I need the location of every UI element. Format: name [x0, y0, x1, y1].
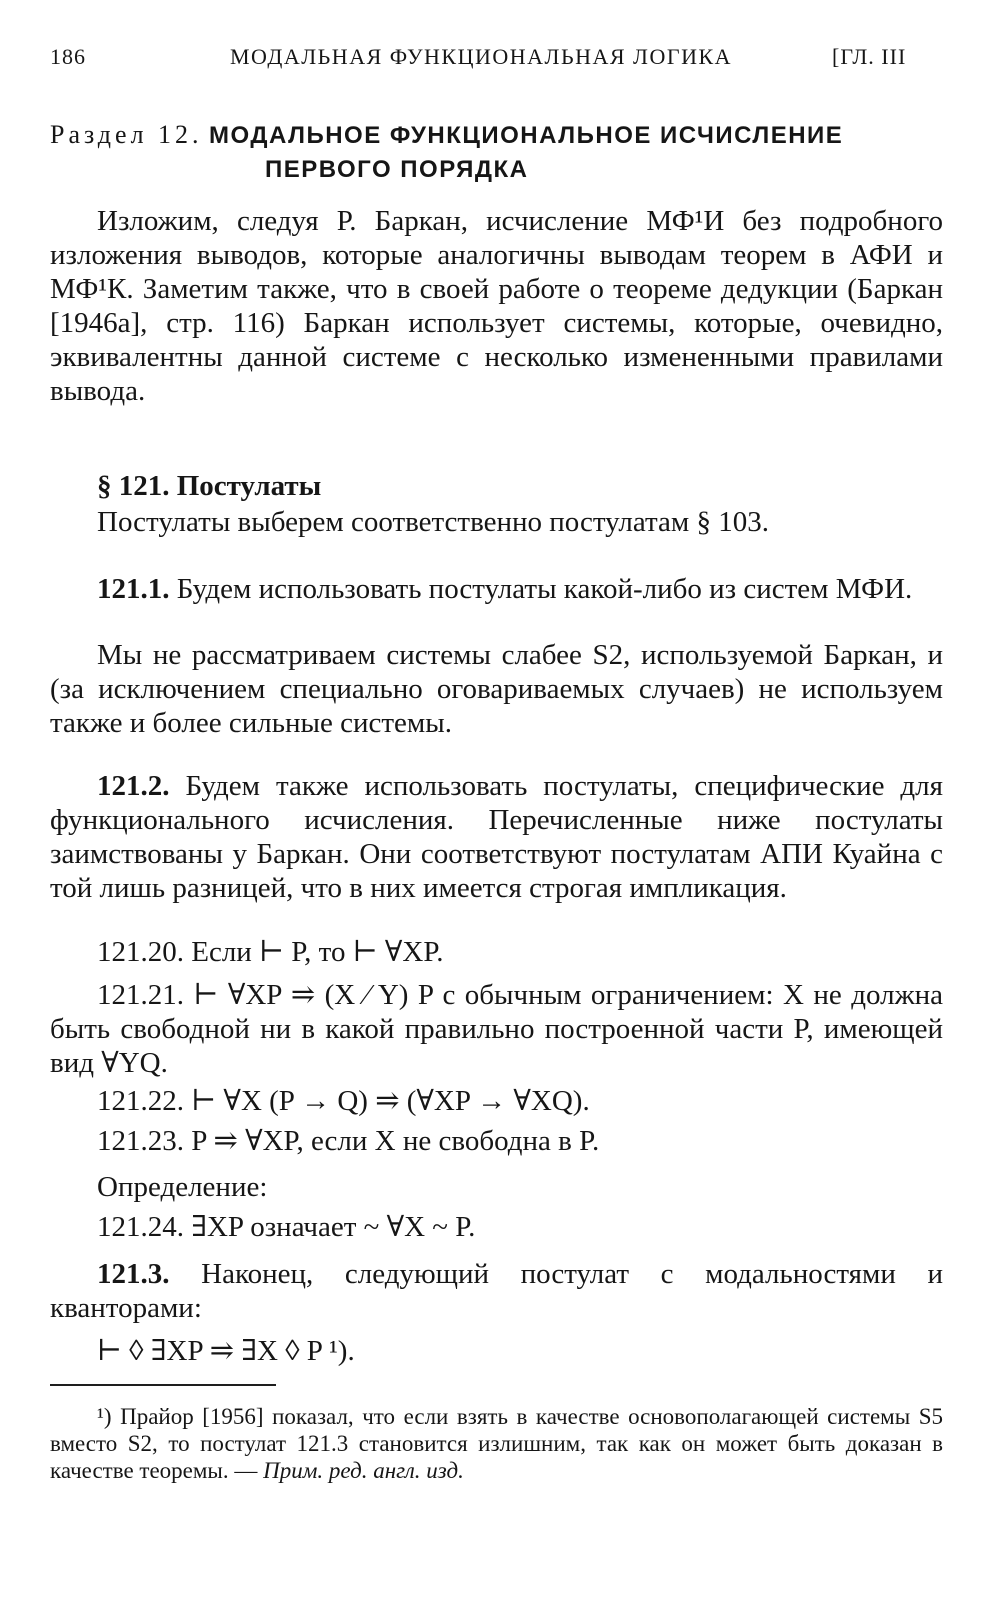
- running-title: МОДАЛЬНАЯ ФУНКЦИОНАЛЬНАЯ ЛОГИКА: [230, 44, 733, 69]
- page-number: 186: [50, 44, 86, 69]
- footnote-editor-note: Прим. ред. англ. изд.: [263, 1458, 464, 1483]
- section-title-line2: ПЕРВОГО ПОРЯДКА: [265, 156, 529, 183]
- modal-quantifier-formula: ⊢ ◊ ∃XP ⥤ ∃X ◊ P ¹).: [97, 1335, 355, 1367]
- postulate-121-2-number: 121.2.: [97, 770, 170, 802]
- definition-label: Определение:: [97, 1171, 268, 1203]
- section-heading: [50, 118, 950, 187]
- paragraph-heading: § 121. Постулаты: [97, 470, 322, 502]
- formula-121-22: 121.22. ⊢ ∀X (P → Q) ⥤ (∀XP → ∀XQ).: [97, 1085, 590, 1117]
- formula-121-21: [50, 978, 943, 1080]
- postulate-121-1-number: 121.1.: [97, 573, 170, 605]
- postulate-121-3: [50, 1257, 943, 1325]
- formula-121-20: 121.20. Если ⊢ P, то ⊢ ∀XP.: [97, 936, 444, 968]
- formula-121-23: 121.23. P ⥤ ∀XP, если X не свободна в P.: [97, 1125, 600, 1157]
- postulate-121-3-number: 121.3.: [97, 1258, 170, 1290]
- intro-paragraph: Изложим, следуя Р. Баркан, исчисление МФ¹И без подробного изложения выводов, которые аналогичны выводам теорем в АФИ и МФ¹К. Заметим также, что в своей работе о теореме дедукции (Баркан [1946а], стр. 116) Баркан использует системы, которые, очевидно, эквивалентны данной системе с несколько измененными правилами вывода.: [50, 205, 943, 407]
- formula-121-21-expression: 121.21. ⊢ ∀XP ⥤ (X ⁄ Y) P: [97, 979, 433, 1011]
- section-title-line1: МОДАЛЬНОЕ ФУНКЦИОНАЛЬНОЕ ИСЧИСЛЕНИЕ: [209, 122, 844, 149]
- postulate-121-1-text: Будем использовать постулаты какой-либо из систем МФИ.: [176, 573, 913, 605]
- postulate-121-1: [50, 572, 943, 606]
- paragraph-lead: Постулаты выберем соответственно постулатам § 103.: [97, 506, 769, 538]
- formula-121-21-condition: с обычным ограничением: X не должна быть свободной ни в какой правильно построенной части P, имеющей вид ∀YQ.: [50, 979, 943, 1079]
- footnote: [50, 1403, 943, 1484]
- postulate-121-3-text: Наконец, следующий постулат с модальностями и кванторами:: [50, 1258, 944, 1324]
- postulate-121-2: [50, 769, 943, 905]
- postulate-121-2-text: Будем также использовать постулаты, специфические для функционального исчисления. Перечисленные ниже постулаты заимствованы у Баркан. Они соответствуют постулатам АПИ Куайна с той лишь разницей, что в них имеется строгая импликация.: [50, 770, 943, 904]
- postulate-121-1-note: Мы не рассматриваем системы слабее S2, используемой Баркан, и (за исключением специально оговариваемых случаев) не используем также и более сильные системы.: [50, 639, 943, 739]
- footnote-text: ¹) Прайор [1956] показал, что если взять в качестве основополагающей системы S5 вместо S2, то постулат 121.3 становится излишним, так как он может быть доказан в качестве теоремы. —: [50, 1404, 943, 1483]
- section-label: Раздел 12.: [50, 120, 203, 149]
- footnote-divider: [50, 1384, 276, 1386]
- formula-121-24: 121.24. ∃XP означает ~ ∀X ~ P.: [97, 1211, 476, 1243]
- chapter-label: [ГЛ. III: [832, 44, 907, 69]
